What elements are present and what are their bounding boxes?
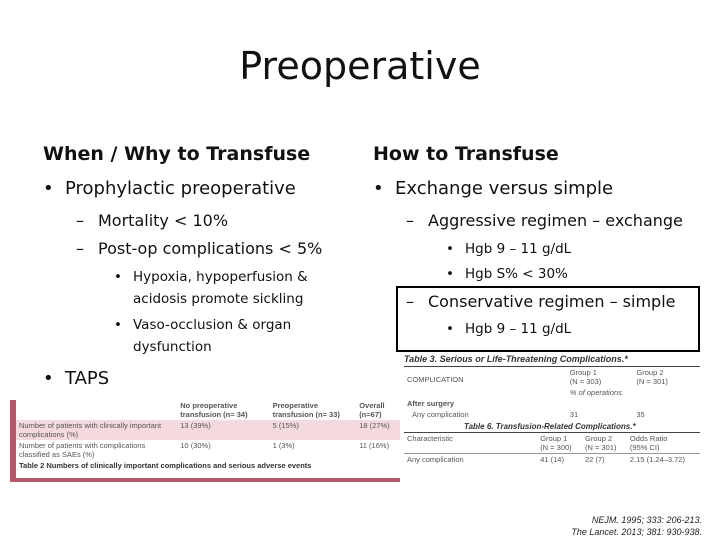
nejm-t6-group1-n: (N = 300) bbox=[540, 443, 572, 452]
nejm-t6-group1: Group 1 bbox=[540, 434, 568, 443]
nejm-tables-image bbox=[404, 354, 700, 488]
right-subsub-hgb1-text: Hgb 9 – 11 g/dL bbox=[465, 241, 572, 257]
left-column-heading: When / Why to Transfuse bbox=[43, 143, 311, 165]
taps-caption-row bbox=[16, 460, 400, 471]
left-subsub-vaso: • Vaso-occlusion & organ dysfunction bbox=[114, 317, 292, 355]
right-subsub-hgbs-text: Hgb S% < 30% bbox=[465, 266, 568, 282]
taps-row1-v1: 13 (39%) bbox=[180, 421, 211, 430]
taps-col-no-transfusion: No preoperative transfusion (n= 34) bbox=[180, 401, 248, 419]
nejm-hdr-group1: Group 1 bbox=[569, 368, 597, 377]
left-bullet-prophylactic-text: Prophylactic preoperative bbox=[65, 178, 296, 199]
table-row bbox=[16, 420, 400, 440]
taps-table-header-row bbox=[16, 400, 400, 420]
right-subsub-hgb2: • Hgb 9 – 11 g/dL bbox=[446, 321, 572, 337]
taps-row1-v2: 5 (15%) bbox=[272, 421, 299, 430]
table-row bbox=[404, 409, 700, 420]
taps-row2-v3: 11 (16%) bbox=[359, 441, 390, 450]
right-subsub-hgb1: • Hgb 9 – 11 g/dL bbox=[446, 241, 572, 257]
taps-table-image bbox=[10, 400, 400, 482]
nejm-table3-title: Table 3. Serious or Life-Threatening Complications.* bbox=[404, 354, 628, 364]
taps-row1-v3: 18 (27%) bbox=[359, 421, 390, 430]
nejm-hdr-group2-n: (N = 301) bbox=[636, 377, 668, 386]
left-bullet-taps-text: TAPS bbox=[65, 368, 110, 389]
nejm-t6-ci: (95% CI) bbox=[629, 443, 660, 452]
taps-row2-label: Number of patients with complications classified as SAEs (%) bbox=[19, 441, 146, 459]
nejm-after-surgery: After surgery bbox=[407, 399, 455, 408]
nejm-table6 bbox=[404, 433, 700, 465]
citation-lancet: The Lancet. 2013; 381: 930-938. bbox=[571, 527, 702, 537]
nejm-after-row bbox=[404, 398, 700, 409]
nejm-table6-title: Table 6. Transfusion-Related Complications.* bbox=[464, 422, 636, 431]
left-bullet-prophylactic: • Prophylactic preoperative bbox=[43, 178, 296, 199]
nejm-hdr-complication: COMPLICATION bbox=[407, 375, 464, 384]
taps-row1-label: Number of patients with clinically important complications (%) bbox=[19, 421, 162, 439]
left-subsub-hypoxia-line1: Hypoxia, hypoperfusion & bbox=[133, 269, 308, 285]
right-sub-aggressive-text: Aggressive regimen – exchange bbox=[428, 211, 683, 230]
right-sub-conservative-text: Conservative regimen – simple bbox=[428, 292, 676, 311]
table-row bbox=[404, 454, 700, 466]
nejm-t6-v2: 22 (7) bbox=[585, 455, 605, 464]
left-subsub-hypoxia: • Hypoxia, hypoperfusion & acidosis promote sickling bbox=[114, 269, 308, 307]
nejm-table6-header bbox=[404, 433, 700, 454]
left-subsub-vaso-line2: dysfunction bbox=[133, 339, 212, 355]
taps-col-overall: Overall (n=67) bbox=[359, 401, 385, 419]
nejm-hdr-group1-n: (N = 303) bbox=[569, 377, 602, 386]
right-bullet-exchange-text: Exchange versus simple bbox=[395, 178, 614, 199]
nejm-value-group1: 31 bbox=[569, 410, 579, 419]
taps-row2-v1: 10 (30%) bbox=[180, 441, 211, 450]
slide-title: Preoperative bbox=[239, 44, 481, 88]
right-sub-aggressive: – Aggressive regimen – exchange bbox=[406, 211, 683, 230]
nejm-pct-row bbox=[404, 387, 700, 398]
nejm-t6-odds-ratio: Odds Ratio bbox=[629, 434, 668, 443]
citation-nejm: NEJM. 1995; 333: 206-213. bbox=[591, 515, 702, 525]
nejm-any-complication: Any complication bbox=[412, 410, 469, 419]
table-row bbox=[16, 440, 400, 460]
taps-row2-v2: 1 (3%) bbox=[272, 441, 295, 450]
right-subsub-hgbs: • Hgb S% < 30% bbox=[446, 266, 568, 282]
nejm-pct-ops: % of operations bbox=[569, 388, 622, 397]
nejm-table3-header bbox=[404, 367, 700, 387]
right-column-heading: How to Transfuse bbox=[373, 143, 559, 165]
left-sub-postop-text: Post-op complications < 5% bbox=[98, 239, 323, 258]
right-bullet-exchange: • Exchange versus simple bbox=[373, 178, 614, 199]
nejm-value-group2: 35 bbox=[636, 410, 645, 419]
nejm-table3 bbox=[404, 367, 700, 420]
left-sub-postop: – Post-op complications < 5% bbox=[76, 239, 323, 258]
left-subsub-vaso-line1: Vaso-occlusion & organ bbox=[133, 317, 292, 333]
left-subsub-hypoxia-line2: acidosis promote sickling bbox=[133, 291, 304, 307]
nejm-t6-v1: 41 (14) bbox=[540, 455, 564, 464]
left-sub-mortality-text: Mortality < 10% bbox=[98, 211, 229, 230]
right-sub-conservative: – Conservative regimen – simple bbox=[406, 292, 676, 311]
left-bullet-taps: • TAPS bbox=[43, 368, 110, 389]
taps-col-transfusion: Preoperative transfusion (n= 33) bbox=[272, 401, 340, 419]
nejm-t6-v3: 2.15 (1.24–3.72) bbox=[629, 455, 685, 464]
taps-table bbox=[16, 400, 400, 471]
left-sub-mortality: – Mortality < 10% bbox=[76, 211, 229, 230]
nejm-t6-group2-n: (N = 301) bbox=[585, 443, 617, 452]
nejm-t6-characteristic: Characteristic bbox=[407, 434, 453, 443]
nejm-hdr-group2: Group 2 bbox=[636, 368, 664, 377]
nejm-t6-any: Any complication bbox=[407, 455, 464, 464]
right-subsub-hgb2-text: Hgb 9 – 11 g/dL bbox=[465, 321, 572, 337]
nejm-t6-group2: Group 2 bbox=[585, 434, 613, 443]
taps-table-caption: Table 2 Numbers of clinically important complications and serious adverse events bbox=[19, 461, 312, 470]
